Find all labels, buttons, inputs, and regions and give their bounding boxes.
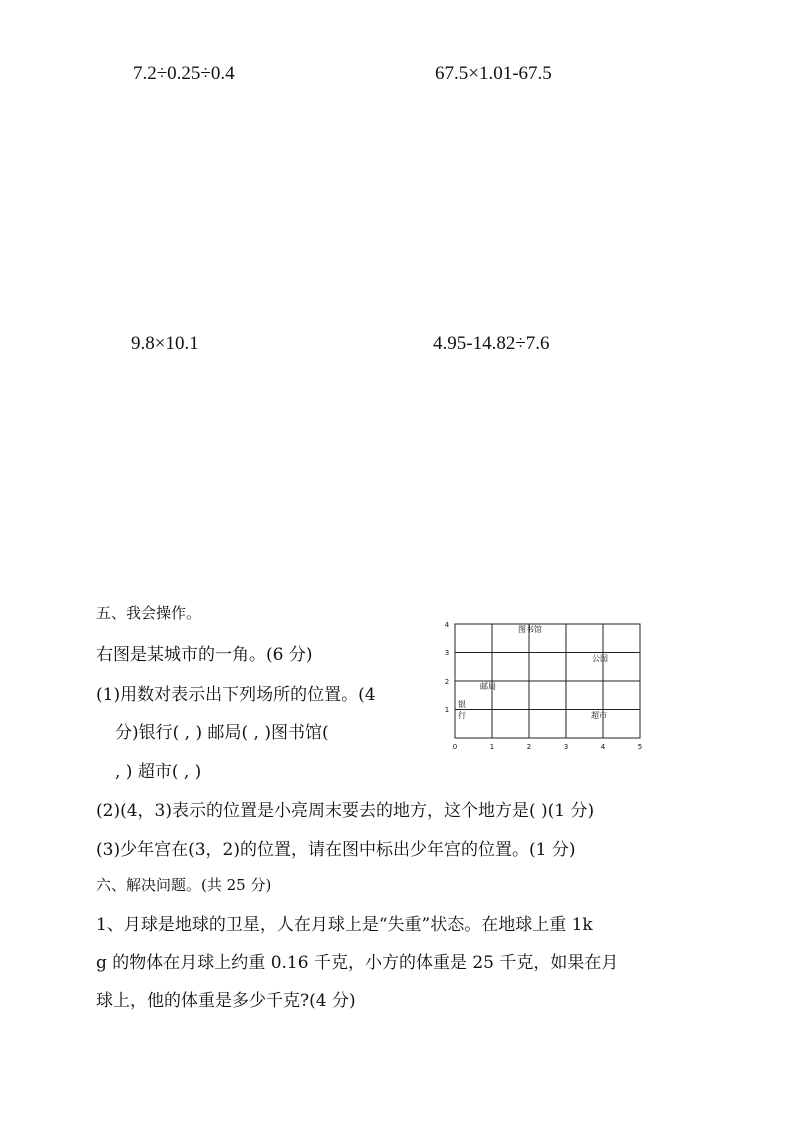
problem-1-line-2: g 的物体在月球上约重 0.16 千克，小方的体重是 25 千克，如果在月: [96, 953, 619, 973]
expression-4: 4.95-14.82÷7.6: [433, 333, 550, 354]
question-1-line-1: (1)用数对表示出下列场所的位置。(4: [96, 685, 376, 705]
x-tick: 2: [526, 743, 532, 751]
x-tick: 0: [452, 743, 458, 751]
question-1-line-2: 分)银行( , ) 邮局( , )图书馆(: [115, 723, 329, 743]
library-label: 图书馆: [518, 625, 542, 634]
y-tick: 1: [444, 706, 450, 714]
question-3: (3)少年宫在(3，2)的位置，请在图中标出少年宫的位置。(1 分): [96, 840, 576, 860]
bank-label-bottom: 行: [458, 711, 466, 720]
x-tick: 1: [489, 743, 495, 751]
section-5-intro: 右图是某城市的一角。(6 分): [96, 645, 313, 665]
expression-3: 9.8×10.1: [131, 333, 199, 354]
supermarket-label: 超市: [591, 711, 607, 720]
section-5-heading: 五、我会操作。: [96, 604, 202, 622]
y-tick: 3: [444, 649, 450, 657]
x-tick: 5: [637, 743, 643, 751]
section-6-heading: 六、解决问题。(共 25 分): [96, 876, 272, 894]
grid-lines: [455, 624, 640, 738]
x-tick: 3: [563, 743, 569, 751]
city-map-grid: [438, 617, 653, 757]
problem-1-line-3: 球上，他的体重是多少千克?(4 分): [96, 991, 356, 1011]
question-1-line-3: , ) 超市( , ): [115, 762, 202, 782]
expression-2: 67.5×1.01-67.5: [435, 63, 552, 84]
x-tick: 4: [600, 743, 606, 751]
bank-label-top: 银: [458, 700, 466, 709]
park-label: 公园: [592, 654, 608, 663]
expression-1: 7.2÷0.25÷0.4: [133, 63, 235, 84]
problem-1-line-1: 1、月球是地球的卫星，人在月球上是“失重”状态。在地球上重 1k: [96, 915, 593, 935]
y-tick: 2: [444, 678, 450, 686]
y-tick: 4: [444, 621, 450, 629]
city-map-svg: [438, 617, 653, 757]
post-office-label: 邮局: [480, 682, 496, 691]
question-2: (2)(4，3)表示的位置是小亮周末要去的地方，这个地方是( )(1 分): [96, 801, 595, 821]
